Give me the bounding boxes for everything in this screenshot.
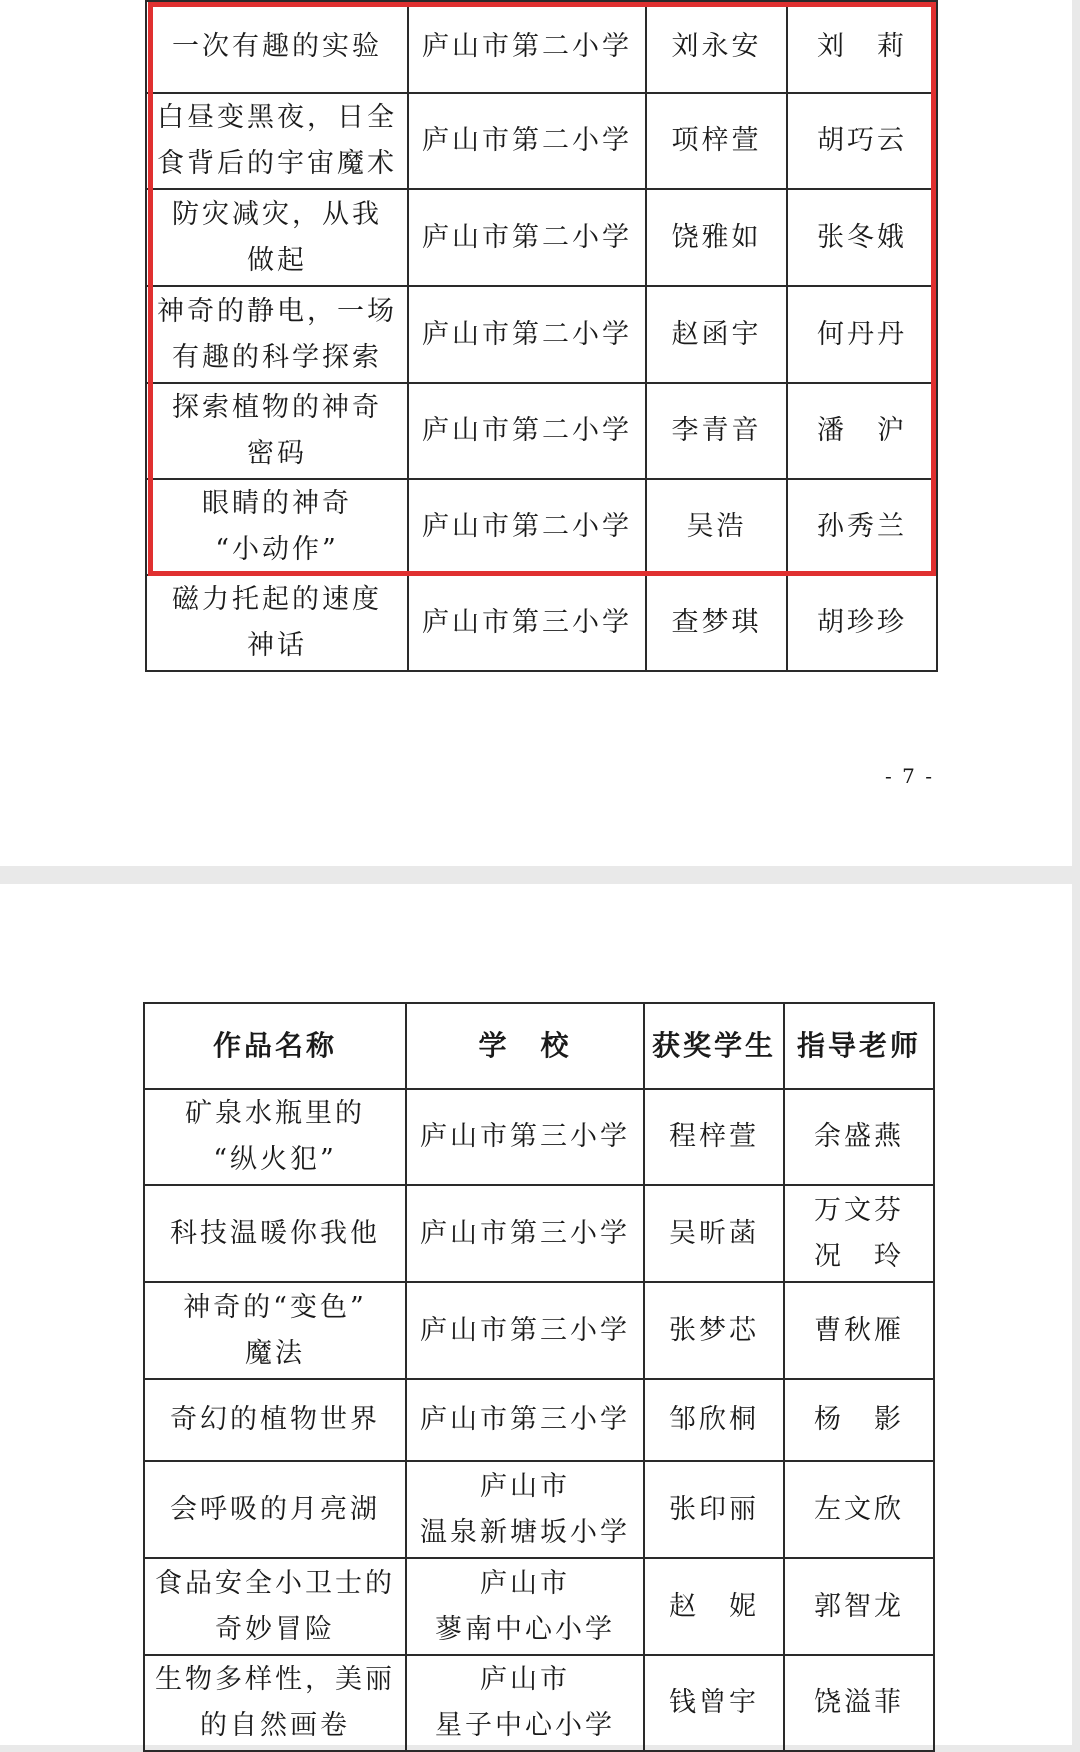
header-work-title: 作品名称 bbox=[144, 1003, 406, 1089]
school-cell: 庐山市第二小学 bbox=[408, 93, 646, 189]
school-cell: 庐山市 星子中心小学 bbox=[406, 1655, 644, 1751]
work-title-cell: 生物多样性，美丽 的自然画卷 bbox=[144, 1655, 406, 1751]
table-row bbox=[144, 1379, 934, 1461]
school-cell: 庐山市 温泉新塘坂小学 bbox=[406, 1461, 644, 1558]
document-page-8 bbox=[0, 884, 1072, 1745]
teacher-cell: 胡巧云 bbox=[787, 93, 937, 189]
award-table-page-7 bbox=[145, 0, 938, 672]
table-row bbox=[146, 286, 937, 383]
student-cell: 吴浩 bbox=[646, 479, 787, 575]
work-title-cell: 奇幻的植物世界 bbox=[144, 1379, 406, 1461]
school-cell: 庐山市第二小学 bbox=[408, 1, 646, 93]
teacher-cell: 张冬娥 bbox=[787, 189, 937, 286]
table-row bbox=[144, 1089, 934, 1185]
teacher-cell: 孙秀兰 bbox=[787, 479, 937, 575]
school-cell: 庐山市第三小学 bbox=[406, 1282, 644, 1379]
table-row bbox=[146, 93, 937, 189]
work-title-cell: 探索植物的神奇 密码 bbox=[146, 383, 408, 479]
school-cell: 庐山市第三小学 bbox=[406, 1185, 644, 1282]
school-cell: 庐山市第三小学 bbox=[408, 575, 646, 671]
student-cell: 钱曾宇 bbox=[644, 1655, 784, 1751]
teacher-cell: 饶溢菲 bbox=[784, 1655, 934, 1751]
work-title-cell: 会呼吸的月亮湖 bbox=[144, 1461, 406, 1558]
student-cell: 饶雅如 bbox=[646, 189, 787, 286]
school-cell: 庐山市第三小学 bbox=[406, 1379, 644, 1461]
teacher-cell: 曹秋雁 bbox=[784, 1282, 934, 1379]
student-cell: 赵函宇 bbox=[646, 286, 787, 383]
header-teacher: 指导老师 bbox=[784, 1003, 934, 1089]
teacher-cell: 郭智龙 bbox=[784, 1558, 934, 1655]
page-number: - 7 - bbox=[885, 764, 934, 788]
table-row bbox=[144, 1558, 934, 1655]
table-row bbox=[146, 1, 937, 93]
table-header-row bbox=[144, 1003, 934, 1089]
document-page-7 bbox=[0, 0, 1072, 866]
table-row bbox=[144, 1282, 934, 1379]
school-cell: 庐山市第二小学 bbox=[408, 286, 646, 383]
student-cell: 李青音 bbox=[646, 383, 787, 479]
table-row bbox=[146, 479, 937, 575]
work-title-cell: 食品安全小卫士的 奇妙冒险 bbox=[144, 1558, 406, 1655]
student-cell: 邹欣桐 bbox=[644, 1379, 784, 1461]
teacher-cell: 万文芬 况 玲 bbox=[784, 1185, 934, 1282]
teacher-cell: 左文欣 bbox=[784, 1461, 934, 1558]
work-title-cell: 白昼变黑夜，日全 食背后的宇宙魔术 bbox=[146, 93, 408, 189]
work-title-cell: 科技温暖你我他 bbox=[144, 1185, 406, 1282]
work-title-cell: 一次有趣的实验 bbox=[146, 1, 408, 93]
teacher-cell: 胡珍珍 bbox=[787, 575, 937, 671]
award-table-page-8 bbox=[143, 1002, 935, 1752]
work-title-cell: 眼睛的神奇 “小动作” bbox=[146, 479, 408, 575]
table-row bbox=[144, 1185, 934, 1282]
table-row bbox=[144, 1461, 934, 1558]
student-cell: 张印丽 bbox=[644, 1461, 784, 1558]
school-cell: 庐山市第二小学 bbox=[408, 383, 646, 479]
student-cell: 张梦芯 bbox=[644, 1282, 784, 1379]
student-cell: 赵 妮 bbox=[644, 1558, 784, 1655]
work-title-cell: 神奇的“变色” 魔法 bbox=[144, 1282, 406, 1379]
student-cell: 刘永安 bbox=[646, 1, 787, 93]
work-title-cell: 防灾减灾，从我 做起 bbox=[146, 189, 408, 286]
student-cell: 程梓萱 bbox=[644, 1089, 784, 1185]
table-row bbox=[146, 383, 937, 479]
school-cell: 庐山市第二小学 bbox=[408, 189, 646, 286]
school-cell: 庐山市第三小学 bbox=[406, 1089, 644, 1185]
school-cell: 庐山市 蓼南中心小学 bbox=[406, 1558, 644, 1655]
student-cell: 项梓萱 bbox=[646, 93, 787, 189]
work-title-cell: 矿泉水瓶里的 “纵火犯” bbox=[144, 1089, 406, 1185]
table-row bbox=[144, 1655, 934, 1751]
teacher-cell: 杨 影 bbox=[784, 1379, 934, 1461]
header-school: 学 校 bbox=[406, 1003, 644, 1089]
teacher-cell: 刘 莉 bbox=[787, 1, 937, 93]
teacher-cell: 余盛燕 bbox=[784, 1089, 934, 1185]
teacher-cell: 何丹丹 bbox=[787, 286, 937, 383]
work-title-cell: 神奇的静电，一场 有趣的科学探索 bbox=[146, 286, 408, 383]
header-student: 获奖学生 bbox=[644, 1003, 784, 1089]
teacher-cell: 潘 沪 bbox=[787, 383, 937, 479]
student-cell: 吴昕菡 bbox=[644, 1185, 784, 1282]
school-cell: 庐山市第二小学 bbox=[408, 479, 646, 575]
student-cell: 查梦琪 bbox=[646, 575, 787, 671]
table-row bbox=[146, 575, 937, 671]
work-title-cell: 磁力托起的速度 神话 bbox=[146, 575, 408, 671]
table-row bbox=[146, 189, 937, 286]
